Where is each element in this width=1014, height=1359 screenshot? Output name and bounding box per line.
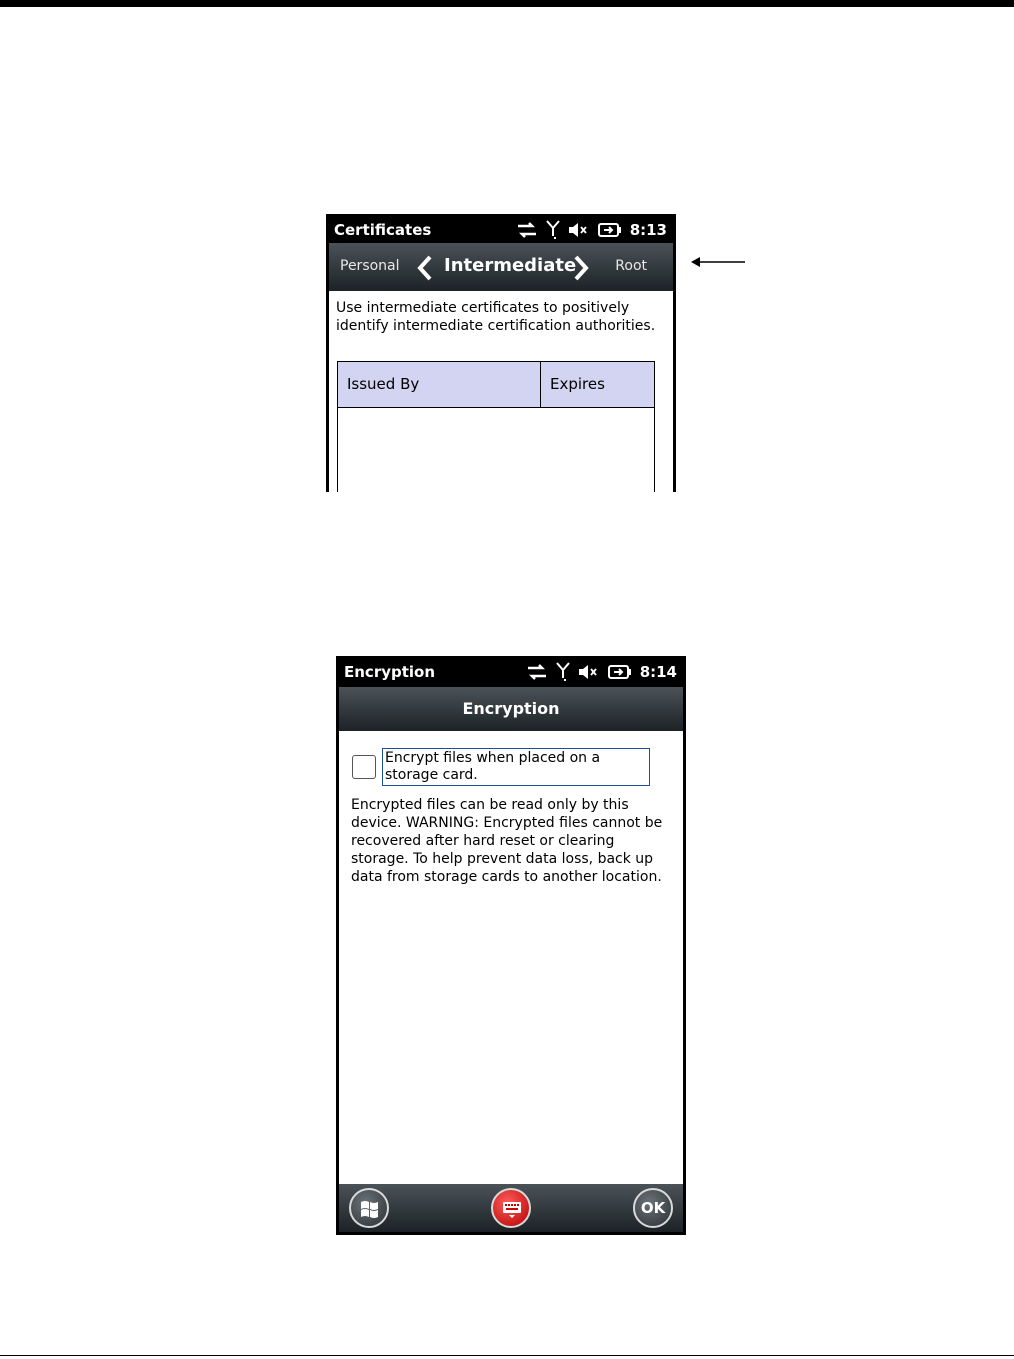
page-top-rule xyxy=(0,0,1014,7)
battery-charging-icon xyxy=(598,222,622,238)
ok-button[interactable]: OK xyxy=(633,1188,673,1228)
battery-charging-icon xyxy=(608,664,632,680)
antenna-icon xyxy=(556,662,570,682)
speaker-muted-icon xyxy=(568,222,590,238)
column-divider xyxy=(540,362,541,407)
certificates-screen xyxy=(326,214,676,492)
encrypt-files-label[interactable]: Encrypt files when placed on a storage card. xyxy=(382,748,650,786)
status-icons xyxy=(526,662,677,682)
start-button[interactable] xyxy=(349,1188,389,1228)
antenna-icon xyxy=(546,220,560,240)
encryption-header xyxy=(339,687,683,731)
pointer-arrow-icon xyxy=(690,254,746,273)
page-bottom-rule xyxy=(0,1355,1014,1356)
status-bar xyxy=(339,659,683,687)
status-icons xyxy=(516,220,667,240)
certificates-table[interactable] xyxy=(337,361,655,492)
encrypt-files-checkbox[interactable] xyxy=(352,755,376,779)
certificates-description: Use intermediate certificates to positively identify intermediate certification authorities. xyxy=(336,300,656,334)
clock: 8:14 xyxy=(639,663,677,681)
pivot-header xyxy=(329,243,673,291)
status-bar xyxy=(329,217,673,243)
speaker-muted-icon xyxy=(578,664,600,680)
encryption-screen xyxy=(336,656,686,1235)
sync-arrows-icon xyxy=(526,663,548,681)
status-title: Encryption xyxy=(344,663,436,681)
softkey-bar xyxy=(339,1184,683,1232)
column-expires[interactable]: Expires xyxy=(550,375,605,393)
keyboard-button[interactable] xyxy=(491,1188,531,1228)
table-header xyxy=(338,362,654,408)
tab-personal[interactable]: Personal xyxy=(340,258,400,274)
column-issued-by[interactable]: Issued By xyxy=(347,375,420,393)
encryption-warning-text: Encrypted files can be read only by this device. WARNING: Encrypted files cannot be recovered after hard reset or clearing storage. To help prevent data loss, back up data from storage cards to another location. xyxy=(351,797,663,885)
chevron-right-icon[interactable] xyxy=(573,255,589,285)
clock: 8:13 xyxy=(629,221,667,239)
sync-arrows-icon xyxy=(516,221,538,239)
page-title: Encryption xyxy=(462,699,560,718)
tab-root[interactable]: Root xyxy=(615,258,647,274)
chevron-left-icon[interactable] xyxy=(417,255,433,285)
tab-intermediate[interactable]: Intermediate xyxy=(444,255,577,276)
status-title: Certificates xyxy=(334,221,432,239)
